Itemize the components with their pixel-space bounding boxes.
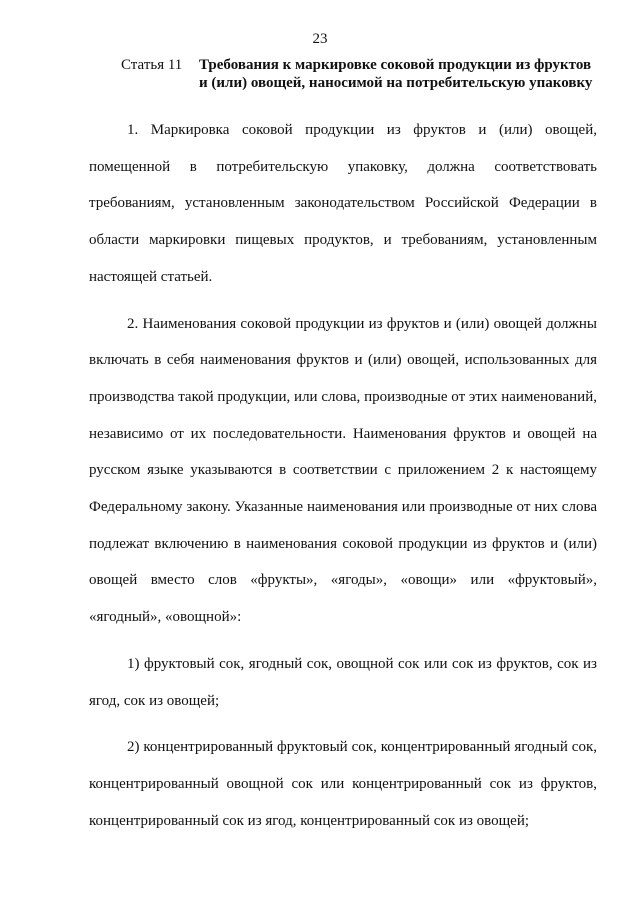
- article-heading: [89, 56, 600, 92]
- list-item-2: 2) концентрированный фруктовый сок, концентрированный ягодный сок, концентрированный овощной сок или концентрированный сок из фруктов, концентрированный сок из ягод, концентрированный сок из овощей;: [89, 739, 597, 829]
- paragraph-2: 2. Наименования соковой продукции из фруктов и (или) овощей должны включать в себя наименования фруктов и (или) овощей, использованных для производства такой продукции, или слова, производные от этих наименований, независимо от их последовательности. Наименования фруктов и овощей на русском языке указываются в соответствии с приложением 2 к настоящему Федеральному закону. Указанные наименования или производные от них слова подлежат включению в наименования соковой продукции из фруктов и (или) овощей вместо слов «фрукты», «ягоды», «овощи» или «фруктовый», «ягодный», «овощной»:: [89, 315, 597, 626]
- article-label: Статья 11: [121, 57, 183, 73]
- article-body: [89, 112, 597, 839]
- paragraph-1: 1. Маркировка соковой продукции из фруктов и (или) овощей, помещенной в потребительскую упаковку, должна соответствовать требованиям, установленным законодательством Российской Федерации в области маркировки пищевых продуктов, и требованиям, установленным настоящей статьей.: [89, 122, 597, 285]
- article-title: Требования к маркировке соковой продукции из фруктов и (или) овощей, наносимой на потребительскую упаковку: [199, 57, 593, 91]
- page-number: 23: [312, 31, 328, 47]
- list-item-1: 1) фруктовый сок, ягодный сок, овощной сок или сок из фруктов, сок из ягод, сок из овощей;: [89, 655, 597, 709]
